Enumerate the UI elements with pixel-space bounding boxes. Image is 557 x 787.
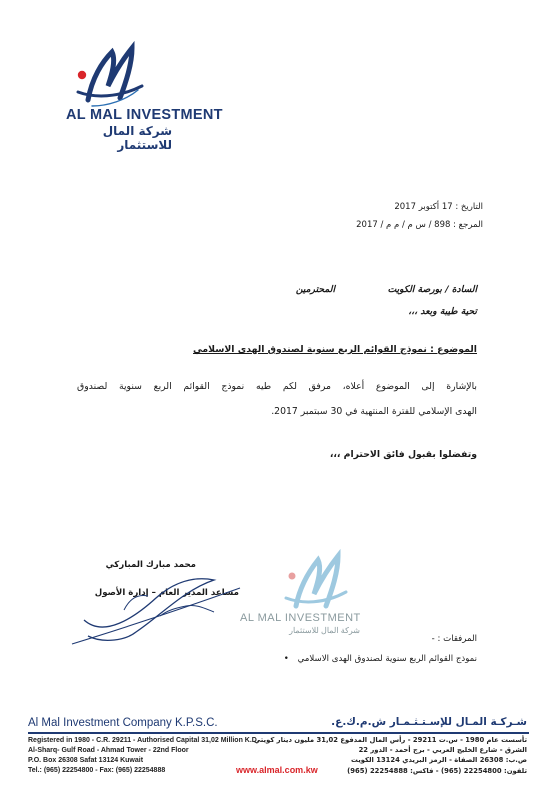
subject-line: الموضوع : نموذج القوائم الربع سنوية لصندوق الهدى الاسلامي <box>193 344 477 355</box>
footer-ar-line-2: الشرق - شارع الخليج العربي - برج أحمد - الدور 22 <box>358 746 527 754</box>
footer-ar-line-1: تأسست عام 1980 - س.ت 29211 - رأس المال المدفوع 31,02 مليون دينار كويتي <box>253 736 527 744</box>
footer-company-ar: شـركـة المـال للإسـتـثـمـار ش.م.ك.ع. <box>331 716 527 728</box>
body-line-1: بالإشارة إلى الموضوع أعلاه، مرفق لكم طيه نموذج القوائم الربع سنوية لصندوق <box>77 381 477 392</box>
body-line-2: الهدى الإسلامي للفترة المنتهية في 30 سبتمبر 2017. <box>271 406 477 417</box>
signatory-name: محمد مبارك المباركي <box>105 560 196 570</box>
footer-divider <box>28 732 529 734</box>
logo-text-ar: شركة المال للاستثمار <box>102 124 172 152</box>
logo-text-en: AL MAL INVESTMENT <box>66 107 223 123</box>
signatory-title: مساعد المدير العام – إدارة الأصول <box>94 588 239 598</box>
watermark-text-en: AL MAL INVESTMENT <box>240 612 361 624</box>
footer-en-line-2: Al-Sharq- Gulf Road - Ahmad Tower - 22nd Floor <box>28 747 189 754</box>
bullet-icon: • <box>283 654 289 664</box>
footer-website-link[interactable]: www.almal.com.kw <box>236 765 318 775</box>
footer-en-line-4: Tel.: (965) 22254800 - Fax: (965) 22254888 <box>28 767 166 774</box>
footer-en-line-3: P.O. Box 26308 Safat 13124 Kuwait <box>28 757 144 764</box>
attachment-item-text: نموذج القوائم الربع سنوية لصندوق الهدى الاسلامي <box>297 654 477 664</box>
watermark-logo-icon <box>280 548 350 616</box>
watermark-text-ar: شركة المال للاستثمار <box>289 626 360 635</box>
letter-date: التاريخ : 17 أكتوبر 2017 <box>394 202 483 212</box>
handwritten-signature-icon <box>64 568 254 650</box>
footer-ar-line-3: ص.ب: 26308 الصفاة - الرمز البريدي 13124 الكويت <box>351 756 527 764</box>
footer-ar-line-4: تلفون: 22254800 (965) - فاكس: 22254888 (965) <box>347 767 527 775</box>
watermark-dot <box>289 573 296 580</box>
addressee-honorific: المحترمين <box>295 284 335 295</box>
greeting: تحية طيبة وبعد ،،، <box>408 306 477 317</box>
attachments-label: المرفقات : - <box>431 634 477 644</box>
closing-line: وتفضلوا بقبول فائق الاحترام ،،، <box>329 449 477 460</box>
attachment-item <box>284 654 477 664</box>
addressee: السادة / بورصة الكويت <box>387 284 477 295</box>
logo-red-dot <box>78 71 86 79</box>
footer-en-line-1: Registered in 1980 - C.R. 29211 - Authorised Capital 31,02 Million K.D. <box>28 737 259 744</box>
company-logo-icon <box>72 40 152 108</box>
letter-reference: المرجع : 898 / س م / م م / 2017 <box>356 220 483 230</box>
footer-company-en: Al Mal Investment Company K.P.S.C. <box>28 717 218 729</box>
